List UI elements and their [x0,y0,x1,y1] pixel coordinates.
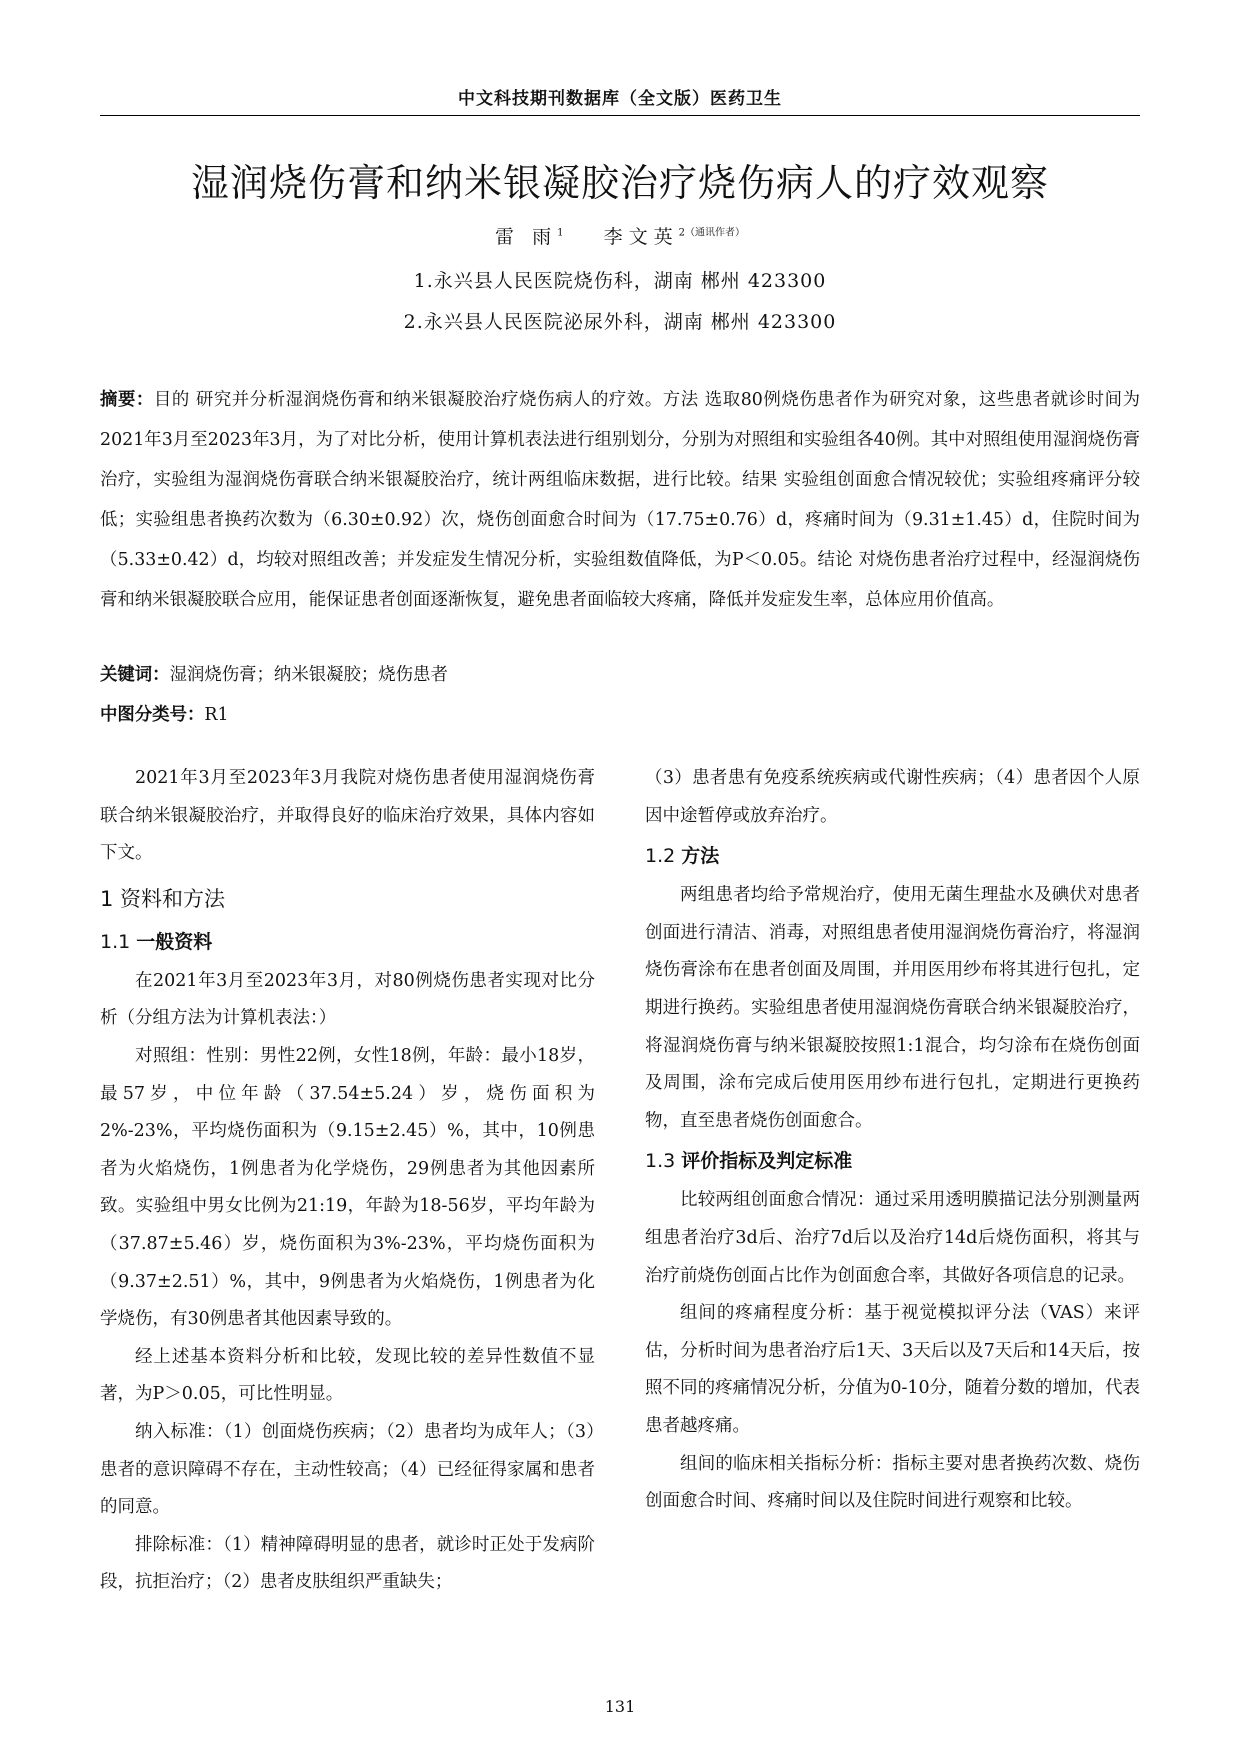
section-heading: 1 资料和方法 [100,886,226,911]
paragraph: 比较两组创面愈合情况：通过采用透明膜描记法分别测量两组患者治疗3d后、治疗7d后以及治疗14d后烧伤面积，将其与治疗前烧伤创面占比作为创面愈合率，其做好各项信息的记录。 [645,1190,1140,1286]
keywords-text: 湿润烧伤膏；纳米银凝胶；烧伤患者 [169,665,448,685]
subsection-title: 方法 [681,845,720,868]
paragraph: 纳入标准：（1）创面烧伤疾病；（2）患者均为成年人；（3）患者的意识障碍不存在，主动性较高；（4）已经征得家属和患者的同意。 [100,1421,595,1518]
paragraph: 经上述基本资料分析和比较，发现比较的差异性数值不显著，为P＞0.05，可比性明显。 [100,1346,595,1405]
keywords-label: 关键词： [100,665,170,685]
paragraph: 排除标准：（1）精神障碍明显的患者，就诊时正处于发病阶段，抗拒治疗；（2）患者皮肤组织严重缺失； [100,1534,595,1593]
keywords [100,660,1140,685]
clc-text: R1 [204,705,229,725]
affiliation: 1.永兴县人民医院烧伤科，湖南 郴州 423300 [413,270,827,292]
subsection-title: 评价指标及判定标准 [681,1150,853,1173]
paragraph: 对照组：性别：男性22例，女性18例，年龄：最小18岁，最57岁，中位年龄（37.54±5.24）岁，烧伤面积为2%-23%，平均烧伤面积为（9.15±2.45）%，其中，10例患者为火焰烧伤，1例患者为化学烧伤，29例患者为其他因素所致。实验组中男女比例为21:19，年龄为18-56岁，平均年龄为（37.87±5.46）岁，烧伤面积为3%-23%，平均烧伤面积为（9.37±2.51）%，其中，9例患者为火焰烧伤，1例患者为化学烧伤，有30例患者其他因素导致的。 [100,1045,595,1330]
clc-label: 中图分类号： [100,705,205,725]
subsection-number: 1.1 [100,930,131,953]
paragraph: 两组患者均给予常规治疗，使用无菌生理盐水及碘伏对患者创面进行清洁、消毒，对照组患者使用湿润烧伤膏治疗，将湿润烧伤膏涂布在患者创面及周围，并用医用纱布将其进行包扎，定期进行换药。实验组患者使用湿润烧伤膏联合纳米银凝胶治疗，将湿润烧伤膏与纳米银凝胶按照1:1混合，均匀涂布在烧伤创面及周围，涂布完成后使用医用纱布进行包扎，定期进行更换药物，直至患者烧伤创面愈合。 [645,885,1140,1131]
author-affiliation-mark: 2（通讯作者） [678,227,745,239]
subsection-number: 1.3 [645,1150,676,1173]
page-number: 131 [604,1697,636,1716]
paragraph: 2021年3月至2023年3月我院对烧伤患者使用湿润烧伤膏联合纳米银凝胶治疗，并取得良好的临床治疗效果，具体内容如下文。 [100,768,595,864]
subsection-title: 一般资料 [136,930,213,953]
abstract-label: 摘要： [100,390,154,410]
paragraph: 组间的临床相关指标分析：指标主要对患者换药次数、烧伤创面愈合时间、疼痛时间以及住院时间进行观察和比较。 [645,1453,1140,1512]
left-column [100,760,595,1602]
abstract [100,380,1140,620]
paragraph: 在2021年3月至2023年3月，对80例烧伤患者实现对比分析（分组方法为计算机表法：） [100,970,595,1029]
affiliation: 2.永兴县人民医院泌尿外科，湖南 郴州 423300 [403,311,837,333]
classification-number [100,700,1140,725]
subsection-heading [645,1142,1140,1180]
subsection-heading [645,837,1140,875]
subsection-number: 1.2 [645,845,676,868]
article-title: 湿润烧伤膏和纳米银凝胶治疗烧伤病人的疗效观察 [190,161,1049,205]
author-line [100,222,1140,249]
header-rule [100,115,1140,116]
author-name: 雷 雨 [495,226,558,248]
paragraph: 组间的疼痛程度分析：基于视觉模拟评分法（VAS）来评估，分析时间为患者治疗后1天、3天后以及7天后和14天后，按照不同的疼痛情况分析，分值为0-10分，随着分数的增加，代表患者越疼痛。 [645,1303,1140,1436]
running-header: 中文科技期刊数据库（全文版）医药卫生 [458,89,782,109]
abstract-text: 目的 研究并分析湿润烧伤膏和纳米银凝胶治疗烧伤病人的疗效。方法 选取80例烧伤患者作为研究对象，这些患者就诊时间为2021年3月至2023年3月，为了对比分析，使用计算机表法进行组别划分，分别为对照组和实验组各40例。其中对照组使用湿润烧伤膏治疗，实验组为湿润烧伤膏联合纳米银凝胶治疗，统计两组临床数据，进行比较。结果 实验组创面愈合情况较优；实验组疼痛评分较低；实验组患者换药次数为（6.30±0.92）次，烧伤创面愈合时间为（17.75±0.76）d，疼痛时间为（9.31±1.45）d，住院时间为（5.33±0.42）d，均较对照组改善；并发症发生情况分析，实验组数值降低，为P＜0.05。结论 对烧伤患者治疗过程中，经湿润烧伤膏和纳米银凝胶联合应用，能保证患者创面逐渐恢复，避免患者面临较大疼痛，降低并发症发生率，总体应用价值高。 [100,390,1140,610]
subsection-heading [100,923,595,961]
author-affiliation-mark: 1 [557,227,564,239]
paragraph: （3）患者患有免疫系统疾病或代谢性疾病；（4）患者因个人原因中途暂停或放弃治疗。 [645,768,1140,826]
author-name: 李文英 [603,226,679,248]
right-column [645,760,1140,1521]
